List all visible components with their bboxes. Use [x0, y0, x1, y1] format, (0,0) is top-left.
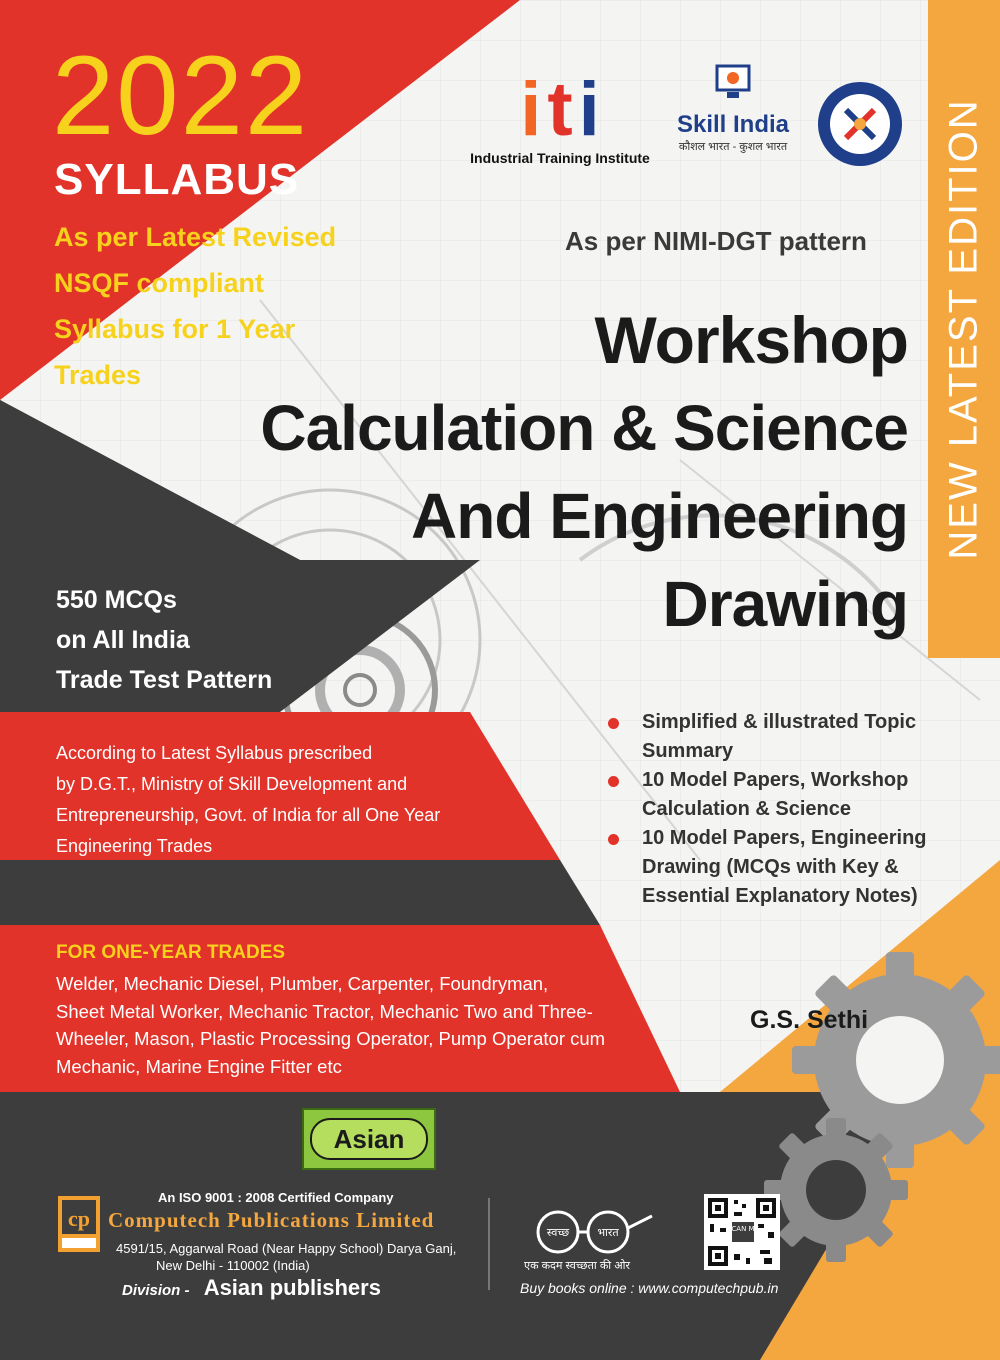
swachh-bharat-glasses-icon [520, 1204, 660, 1254]
according-line: Engineering Trades [56, 836, 213, 856]
according-line: by D.G.T., Ministry of Skill Development and [56, 774, 408, 794]
mcq-line: Trade Test Pattern [56, 666, 273, 694]
svg-text:cp: cp [68, 1206, 90, 1231]
swachh-left-text: स्वच्छ [546, 1226, 570, 1239]
address-line: New Delhi - 110002 (India) [156, 1258, 310, 1273]
edition-banner [928, 0, 1000, 658]
division-name: Asian publishers [203, 1275, 381, 1300]
title-line: Drawing [662, 568, 908, 640]
mcq-line: on All India [56, 626, 190, 654]
year-label: 2022 [52, 33, 310, 158]
skill-india-logo [668, 62, 798, 154]
swachh-tagline: एक कदम स्वच्छता की ओर [524, 1260, 630, 1272]
author-name: G.S. Sethi [750, 1006, 869, 1034]
asian-badge-label: Asian [310, 1118, 428, 1160]
title-line: Workshop [594, 303, 908, 377]
revised-line: As per Latest Revised [54, 222, 337, 252]
division-label [122, 1275, 381, 1301]
pattern-label: As per NIMI-DGT pattern [565, 226, 867, 256]
feature-item: 10 Model Papers, Engineering Drawing (MCQs with Key & Essential Explanatory Notes) [608, 824, 958, 911]
according-line: According to Latest Syllabus prescribed [56, 743, 373, 763]
book-title [260, 296, 908, 648]
gear-small-icon [764, 1118, 908, 1262]
trades-line: Mechanic, Marine Engine Fitter etc [56, 1055, 342, 1077]
mcq-summary [56, 580, 356, 700]
iti-letters: i t i [520, 67, 600, 152]
title-line: And Engineering [411, 480, 908, 552]
trades-line: Welder, Mechanic Diesel, Plumber, Carpenter, Foundryman, [56, 973, 549, 994]
mcq-line: 550 MCQs [56, 586, 177, 614]
trades-line: Wheeler, Mason, Plastic Processing Operator, Pump Operator cum [56, 1028, 606, 1049]
footer-divider [488, 1198, 490, 1290]
asian-badge-logo [302, 1108, 436, 1170]
division-prefix: Division - [122, 1282, 190, 1299]
syllabus-label: SYLLABUS [54, 155, 300, 204]
address-line: 4591/15, Aggarwal Road (Near Happy School) Darya Ganj, [116, 1241, 457, 1256]
iso-label: An ISO 9001 : 2008 Certified Company [158, 1190, 394, 1205]
trades-list [56, 970, 656, 1080]
title-line: Calculation & Science [260, 392, 908, 464]
iti-logo [468, 67, 652, 166]
buy-online-link[interactable]: Buy books online : www.computechpub.in [520, 1280, 779, 1296]
edition-label: NEW LATEST EDITION [941, 98, 986, 560]
according-line: Entrepreneurship, Govt. of India for all One Year [56, 805, 441, 825]
skill-india-tagline: कौशल भारत - कुशल भारत [678, 141, 788, 153]
feature-item: 10 Model Papers, Workshop Calculation & Science [608, 766, 958, 824]
revised-line: Syllabus for 1 Year [54, 314, 296, 344]
publisher-name: Computech Publications Limited [108, 1208, 435, 1232]
computech-logo-icon [58, 1196, 100, 1252]
feature-list [608, 708, 958, 911]
skill-india-title: Skill India [676, 111, 790, 138]
qr-code-icon[interactable] [704, 1194, 780, 1270]
revised-line: NSQF compliant [54, 268, 265, 298]
qr-scan-label: SCAN ME [726, 1225, 760, 1233]
feature-item: Simplified & illustrated Topic Summary [608, 708, 958, 766]
computer-icon [713, 62, 753, 102]
swachh-right-text: भारत [597, 1226, 619, 1239]
trades-line: Sheet Metal Worker, Mechanic Tractor, Mechanic Two and Three- [56, 1000, 593, 1022]
dgt-emblem-icon [816, 80, 904, 168]
revised-line: Trades [54, 360, 142, 390]
trades-heading: FOR ONE-YEAR TRADES [56, 942, 286, 963]
iti-caption: Industrial Training Institute [470, 150, 650, 166]
according-text [56, 738, 476, 862]
publisher-address [116, 1240, 476, 1274]
